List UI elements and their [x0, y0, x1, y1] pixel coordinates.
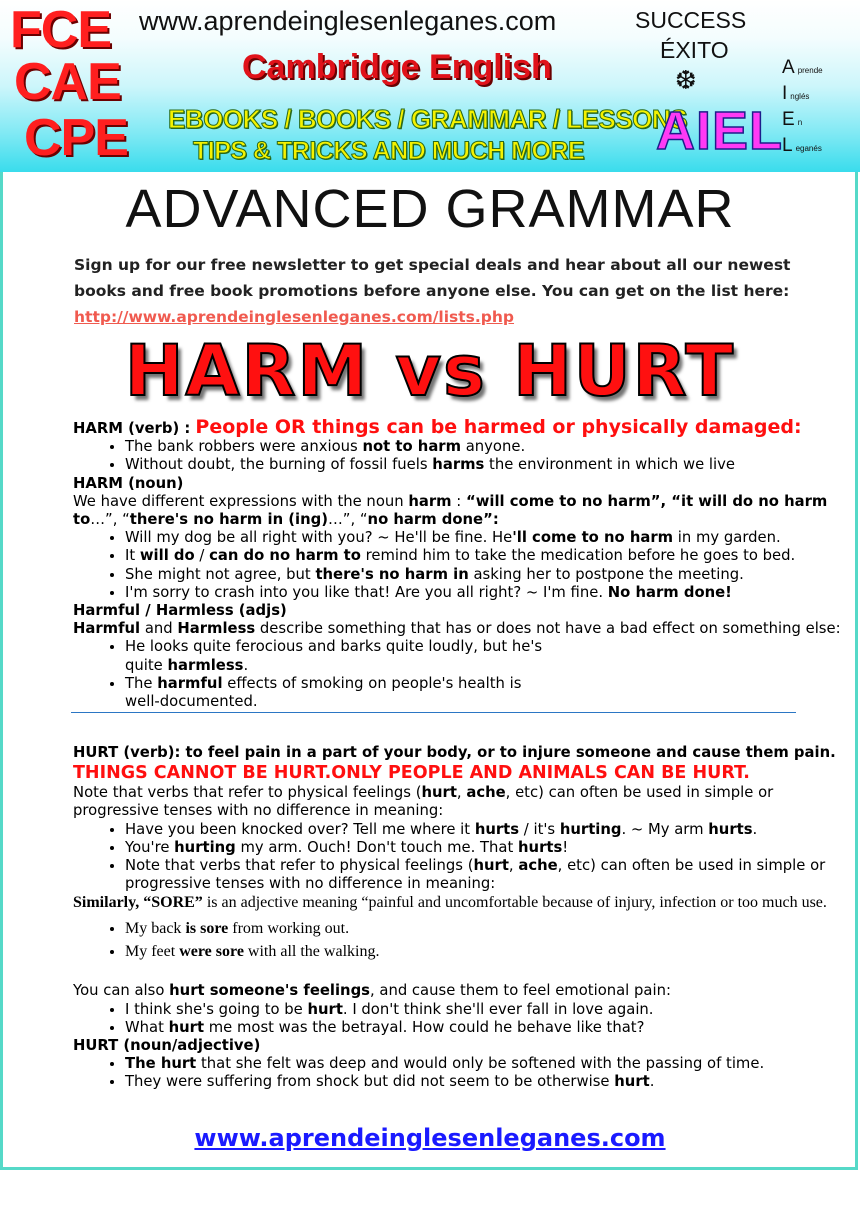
- acronym-letter: E: [782, 109, 795, 130]
- text: well-documented.: [125, 693, 258, 711]
- header-ebooks-line: EBOOKS / BOOKS / GRAMMAR / LESSONS: [168, 104, 687, 134]
- harmful-intro: [73, 620, 843, 638]
- harm-noun-heading: [73, 475, 843, 493]
- list-item: [125, 566, 843, 584]
- text: We have different expressions with the noun: [73, 492, 409, 510]
- text: my arm. Ouch! Don't touch me. That: [235, 838, 519, 856]
- list-item: [125, 456, 843, 474]
- bold-text: harmless: [167, 656, 244, 674]
- text: I think she's going to be: [125, 1000, 308, 1018]
- newsletter-link[interactable]: http://www.aprendeinglesenleganes.com/lists.php: [74, 308, 515, 326]
- bold-text: will do: [139, 547, 195, 565]
- header-cambridge-english: Cambridge English: [242, 48, 552, 86]
- hurt-noun-label: HURT (noun/adjective): [73, 1037, 261, 1055]
- text: Note that verbs that refer to physical feelings (: [125, 857, 474, 875]
- bold-text: hurt: [473, 857, 509, 875]
- list-item: [125, 529, 843, 547]
- acronym-rest: eganés: [795, 144, 822, 153]
- acronym-e: [782, 110, 802, 129]
- bold-text: “SORE”: [143, 894, 203, 912]
- bold-text: ache: [466, 784, 506, 802]
- harmful-heading: [73, 602, 843, 620]
- text: and: [140, 620, 178, 638]
- text: !: [562, 838, 569, 856]
- text: effects of smoking on people's health is: [222, 674, 522, 692]
- bold-text: can do no harm to: [209, 547, 361, 565]
- sore-examples: [73, 919, 843, 962]
- text: , etc) can often be used in simple or progressive tenses with no difference in meaning:: [73, 784, 774, 820]
- header-site-url[interactable]: www.aprendeinglesenleganes.com: [139, 6, 557, 36]
- hurt-verb-examples: [73, 821, 843, 894]
- hurt-noun-heading: [73, 1037, 843, 1055]
- exam-fce: FCE: [10, 1, 111, 59]
- text: …”, “: [327, 511, 368, 529]
- bold-text: hurt someone's feelings: [169, 982, 370, 1000]
- bold-text: hurt: [421, 784, 457, 802]
- text: …”, “: [90, 511, 130, 529]
- list-item: [125, 1019, 843, 1037]
- bold-text: “will come to no harm”, “it will do no harm to: [73, 492, 828, 529]
- text: describe something that has or does not have a bad effect on something else:: [255, 620, 841, 638]
- bold-text: No harm done!: [607, 583, 732, 601]
- harm-noun-intro: [73, 493, 843, 529]
- text: quite: [125, 656, 168, 674]
- text: It: [125, 547, 140, 565]
- hurt-verb-note: [73, 784, 843, 820]
- header-success: SUCCESS: [635, 7, 747, 33]
- text: I'm sorry to crash into you like that! Are you all right? ~ I'm fine.: [125, 583, 608, 601]
- list-item: [125, 1001, 843, 1019]
- page-title: ADVANCED GRAMMAR: [125, 179, 735, 239]
- section-divider: [71, 712, 796, 713]
- harm-verb-rule: People OR things can be harmed or physically damaged:: [195, 416, 802, 438]
- text: with all the walking.: [243, 943, 380, 961]
- text: :: [451, 492, 466, 510]
- text: She might not agree, but: [125, 565, 316, 583]
- lesson-title: HARM vs HURT: [124, 330, 736, 412]
- acronym-rest: nglés: [790, 92, 810, 101]
- text: remind him to take the medication before he goes to bed.: [360, 547, 796, 565]
- feelings-intro: [73, 982, 843, 1000]
- text: asking her to postpone the meeting.: [468, 565, 744, 583]
- hurt-verb-label: HURT (verb): to feel pain in a part of your body, or to injure someone and cause them pain.: [73, 744, 836, 761]
- text: that she felt was deep and would only be softened with the passing of time.: [196, 1055, 765, 1073]
- aiel-logo: AIEL: [656, 101, 784, 161]
- harm-section: [73, 418, 843, 711]
- harm-verb-examples: [73, 438, 843, 474]
- text: / it's: [519, 820, 560, 838]
- bold-text: hurt: [307, 1000, 343, 1018]
- bold-text: hurt: [168, 1018, 205, 1036]
- acronym-a: [782, 58, 823, 77]
- text: ,: [456, 784, 467, 802]
- bold-text: is sore: [185, 920, 229, 938]
- bold-text: Harmless: [177, 620, 256, 638]
- bold-text: not to harm: [362, 438, 462, 456]
- hurt-verb-heading: [73, 744, 843, 762]
- list-item: [125, 942, 843, 962]
- bold-text: hurts: [708, 820, 753, 838]
- text: is an adjective meaning “painful and uncomfortable because of injury, infection or too much use.: [202, 894, 827, 912]
- feelings-examples: [73, 1001, 843, 1037]
- header-banner: [0, 0, 860, 172]
- text: . I don't think she'll ever fall in love again.: [342, 1000, 654, 1018]
- harm-verb-heading: [73, 418, 843, 438]
- acronym-rest: n: [797, 118, 803, 127]
- bold-text: harm: [408, 492, 452, 510]
- acronym-l: [782, 136, 822, 155]
- text: What: [125, 1018, 169, 1036]
- text: the environment in which we live: [484, 456, 735, 474]
- bold-text: hurts: [474, 820, 520, 838]
- exam-cpe: CPE: [24, 109, 128, 167]
- exam-cae: CAE: [14, 53, 121, 111]
- bold-text: there's no harm in (ing): [129, 511, 328, 529]
- bold-text: ”:: [483, 511, 499, 529]
- text: You're: [125, 838, 175, 856]
- bold-text: Similarly,: [73, 894, 144, 912]
- list-item: [125, 821, 843, 839]
- text: anyone.: [461, 438, 526, 456]
- bold-text: Harmful: [73, 620, 141, 638]
- text: , and cause them to feel emotional pain:: [369, 982, 671, 1000]
- text: from working out.: [228, 920, 350, 938]
- bold-text: no harm done: [367, 511, 484, 529]
- text: me most was the betrayal. How could he behave like that?: [204, 1018, 645, 1036]
- header-tips-line: TIPS & TRICKS AND MUCH MORE: [193, 137, 585, 165]
- list-item: [125, 839, 843, 857]
- text: .: [243, 656, 249, 674]
- acronym-rest: prende: [797, 66, 823, 75]
- newsletter-paragraph: [74, 252, 844, 330]
- acronym-letter: A: [782, 57, 795, 78]
- bold-text: 'll come to no harm: [512, 529, 674, 547]
- list-item: [125, 1055, 843, 1073]
- hurt-verb-rule-line: [73, 762, 843, 784]
- text: My feet: [125, 943, 180, 961]
- acronym-letter: I: [782, 83, 788, 104]
- bold-text: harms: [432, 456, 485, 474]
- text: Will my dog be all right with you? ~ He'll be fine. He: [125, 529, 513, 547]
- bold-text: hurting: [174, 838, 236, 856]
- footer-site-link[interactable]: www.aprendeinglesenleganes.com: [194, 1124, 666, 1152]
- header-exito: ÉXITO: [660, 37, 729, 63]
- list-item: [125, 547, 843, 565]
- harmful-examples: [73, 638, 843, 711]
- list-item: [125, 919, 843, 939]
- text: The: [125, 674, 158, 692]
- text: ,: [508, 857, 519, 875]
- text: Note that verbs that refer to physical feelings (: [73, 784, 422, 802]
- bold-text: hurts: [518, 838, 563, 856]
- list-item: [125, 584, 843, 602]
- text: . ~ My arm: [621, 820, 709, 838]
- text: in my garden.: [673, 529, 781, 547]
- text: My back: [125, 920, 186, 938]
- newsletter-text: Sign up for our free newsletter to get special deals and hear about all our newest books and free book promotions before anyone else. You can get on the list here:: [74, 256, 791, 300]
- list-item: [125, 438, 843, 456]
- snowflake-icon: ❆: [675, 66, 697, 96]
- bold-text: harmful: [157, 674, 223, 692]
- text: .: [752, 820, 758, 838]
- harmful-label: Harmful / Harmless (adjs): [73, 602, 287, 620]
- bold-text: were sore: [179, 943, 244, 961]
- hurt-noun-examples: [73, 1055, 843, 1091]
- list-item: [125, 857, 843, 893]
- list-item: [125, 1073, 843, 1091]
- text: Without doubt, the burning of fossil fuels: [125, 456, 433, 474]
- bold-text: ache: [518, 857, 558, 875]
- text: The bank robbers were anxious: [125, 438, 363, 456]
- text: /: [194, 547, 210, 565]
- bold-text: hurt: [614, 1073, 650, 1091]
- acronym-letter: L: [782, 135, 793, 156]
- hurt-section: [73, 744, 843, 1092]
- list-item: [125, 675, 843, 711]
- text: .: [649, 1073, 655, 1091]
- text: He looks quite ferocious and barks quite loudly, but he's: [125, 638, 543, 656]
- harm-verb-label: HARM (verb) :: [73, 420, 196, 437]
- text: , etc) can often be used in simple or progressive tenses with no difference in meaning:: [125, 857, 826, 893]
- list-item: [125, 638, 843, 674]
- bold-text: The hurt: [125, 1055, 197, 1073]
- text: They were suffering from shock but did not seem to be otherwise: [125, 1073, 615, 1091]
- acronym-i: [782, 84, 809, 103]
- hurt-verb-rule: THINGS CANNOT BE HURT.ONLY PEOPLE AND ANIMALS CAN BE HURT.: [73, 763, 750, 784]
- sore-intro: [73, 893, 843, 913]
- bold-text: hurting: [559, 820, 622, 838]
- harm-noun-label: HARM (noun): [73, 474, 184, 492]
- bold-text: there's no harm in: [315, 565, 469, 583]
- text: You can also: [73, 982, 170, 1000]
- harm-noun-examples: [73, 529, 843, 602]
- text: Have you been knocked over? Tell me where it: [125, 820, 475, 838]
